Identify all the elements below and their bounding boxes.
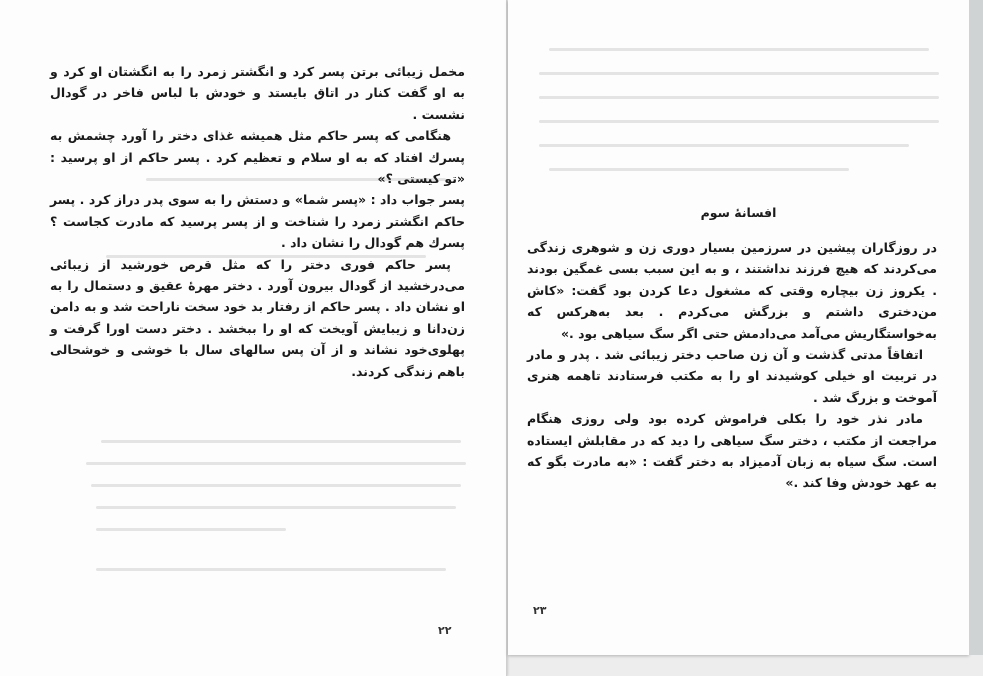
paragraph: پسر جواب داد : «پسر شما» و دستش را به سوی پدر دراز کرد . پسر حاکم انگشتر زمرد را شناخت و از پسر پرسید که مادرت کجاست ؟ پسرك هم گودال را نشان داد . <box>50 192 465 251</box>
right-page-body <box>527 237 937 494</box>
left-page-body <box>50 61 465 382</box>
viewer-edge <box>969 0 983 655</box>
bleed-through-line <box>539 96 939 99</box>
paragraph: هنگامی که پسر حاکم مثل همیشه غذای دختر را آورد چشمش به پسرك افتاد که به او سلام و تعظیم کرد . پسر حاکم از او پرسید : «تو کیستی ؟» <box>50 128 465 187</box>
page-number: ۲۳ <box>533 604 547 617</box>
page-number: ۲۲ <box>438 624 452 637</box>
bleed-through-line <box>539 120 939 123</box>
bleed-through-line <box>539 72 939 75</box>
bleed-through-line <box>539 144 909 147</box>
bleed-through-line <box>96 568 446 571</box>
paragraph: پسر حاکم فوری دختر را که مثل قرص خورشید از زیبائی می‌درخشید از گودال بیرون آورد . دختر مهرهٔ عقیق و دستمال را به او نشان داد . پسر حاکم از رفتار بد خود سخت ناراحت شد و به دامن زن‌دانا و زیبایش آویخت که او را ببخشد . دختر دست اورا گرفت و پهلوی‌خود نشاند و از آن پس سالهای سال با خوشی و خوشحالی باهم زندگی کردند. <box>50 256 465 379</box>
paragraph: اتفاقاً مدتی گذشت و آن زن صاحب دختر زیبائی شد . پدر و مادر در تربیت او خیلی کوشیدند او را به مکتب فرستادند تاهمه هنری آموخت و بزرگ شد . <box>527 347 937 405</box>
bleed-through-line <box>96 506 456 509</box>
paragraph: مخمل زیبائی برتن پسر کرد و انگشتر زمرد را به انگشتان او کرد و به او گفت کنار در اتاق بایستد و خودش با لباس فاخر در گودال نشست . <box>50 64 465 122</box>
bleed-through-line <box>549 48 929 51</box>
paragraph: در روزگاران پیشین در سرزمین بسیار دوری زن و شوهری زندگی می‌کردند که هیچ فرزند نداشتند ، و به این سبب بسی غمگین بودند . یکروز زن بیچاره وقتی که مشغول دعا کردن بود گفت: «کاش من‌دختری داشتم و بزرگش می‌کردم . بعد به‌هرکس که به‌خواستگاریش می‌آمد می‌دادمش حتی اگر سگ سیاهی بود .» <box>527 240 937 341</box>
bleed-through-line <box>96 528 286 531</box>
chapter-title: افسانهٔ سوم <box>700 205 777 220</box>
bleed-through-line <box>91 484 461 487</box>
bleed-through-line <box>86 462 466 465</box>
right-page <box>508 0 969 655</box>
bleed-through-line <box>549 168 849 171</box>
paragraph: مادر نذر خود را بکلی فراموش کرده بود ولی روزی هنگام مراجعت از مکتب ، دختر سگ سیاهی را دید که در مقابلش ایستاده است. سگ سیاه به زبان آدمیزاد به دختر گفت : «به مادرت بگو که به عهد خودش وفا کند .» <box>527 411 937 491</box>
bleed-through-line <box>101 440 461 443</box>
